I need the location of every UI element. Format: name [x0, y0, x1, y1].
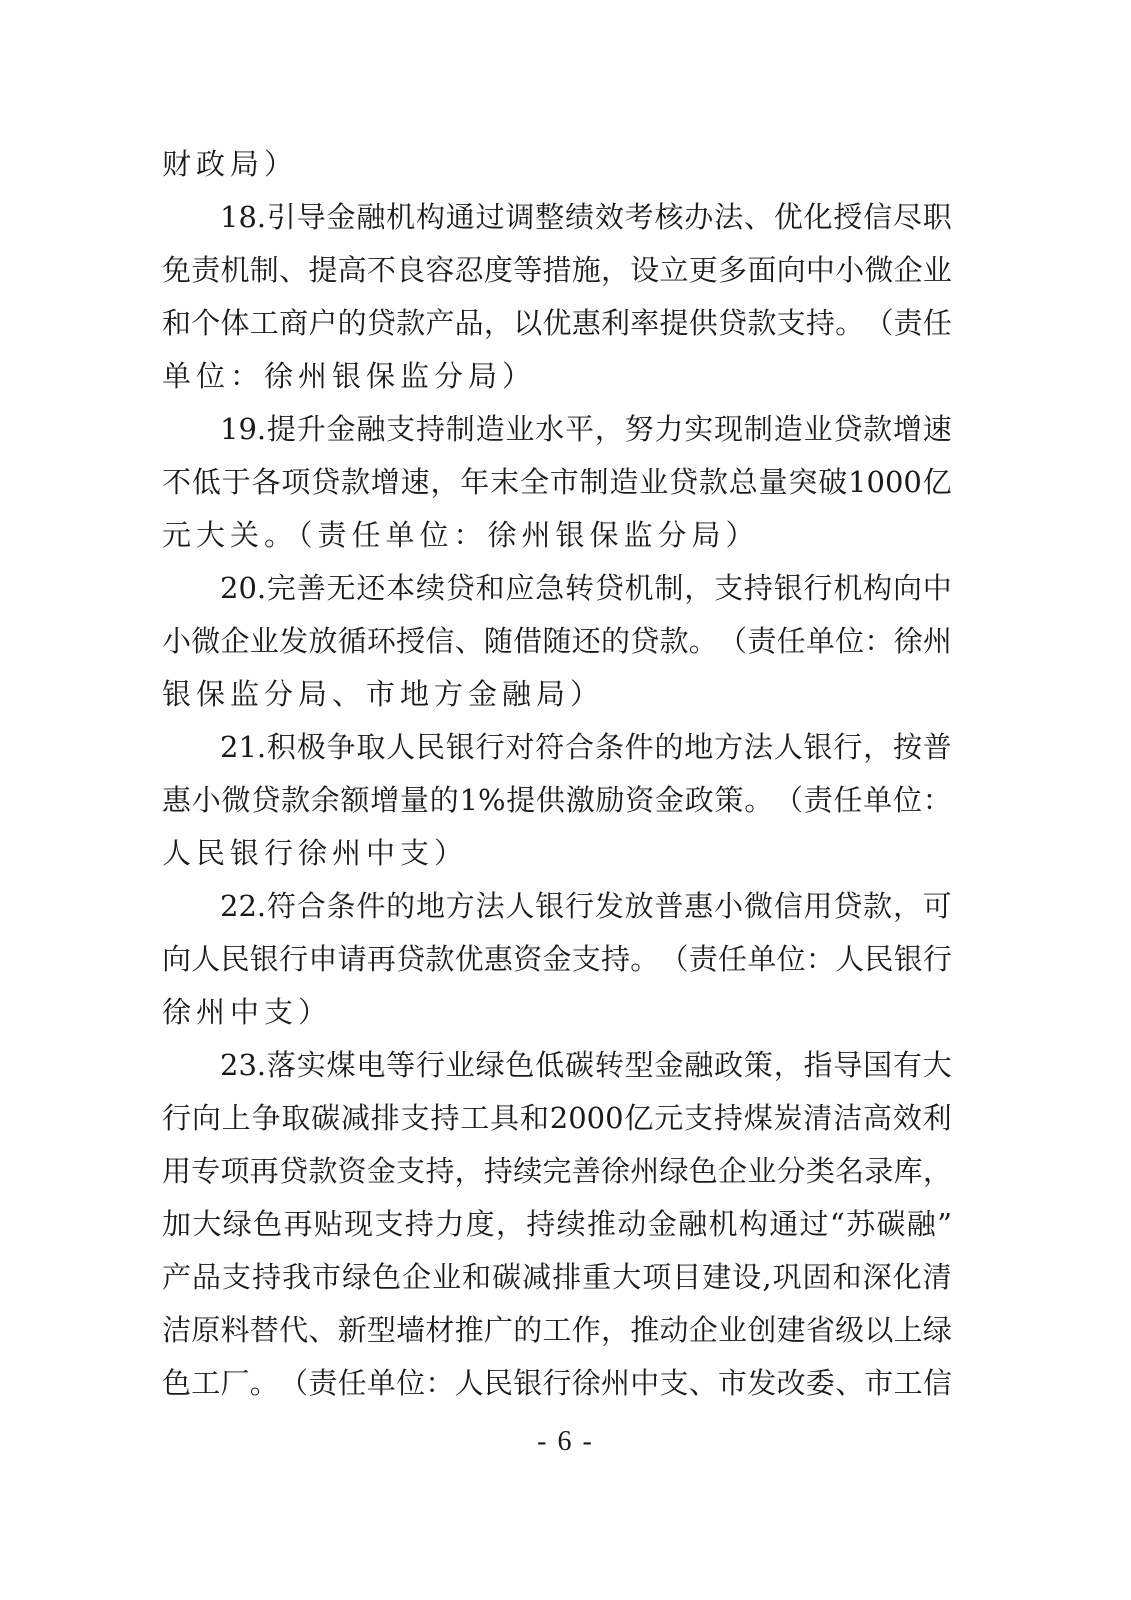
page-number: - 6 -	[537, 1426, 594, 1457]
text-line: 18. 引 导 金 融 机 构 通 过 调 整 绩 效 考 核 办 法 、 优 化 授 信 尽 职	[220, 200, 952, 234]
text-line: 不 低 于 各 项 贷 款 增 速 ， 年 末 全 市 制 造 业 贷 款 总 量 突 破 1000 亿	[162, 465, 952, 499]
text-line: 向 人 民 银 行 申 请 再 贷 款 优 惠 资 金 支 持 。 （ 责 任 单 位 ： 人 民 银 行	[162, 942, 952, 976]
text-line: 惠 小 微 贷 款 余 额 增 量 的 1% 提 供 激 励 资 金 政 策 。 （ 责 任 单 位 ：	[162, 783, 952, 817]
text-line: 洁 原 料 替 代 、 新 型 墙 材 推 广 的 工 作 ， 推 动 企 业 创 建 省 级 以 上 绿	[162, 1313, 952, 1347]
text-line: 21. 积 极 争 取 人 民 银 行 对 符 合 条 件 的 地 方 法 人 银 行 ， 按 普	[220, 730, 952, 764]
text-line: 单位：徐州银保监分局）	[162, 359, 537, 393]
text-line: 徐州中支）	[162, 995, 333, 1029]
text-line: 色 工 厂 。 （ 责 任 单 位 ： 人 民 银 行 徐 州 中 支 、 市 发 改 委 、 市 工 信	[162, 1366, 952, 1400]
document-body	[162, 138, 952, 1410]
text-line: 元大关。（责任单位：徐州银保监分局）	[162, 518, 760, 552]
text-line: 产 品 支 持 我 市 绿 色 企 业 和 碳 减 排 重 大 项 目 建 设 , 巩 固 和 深 化 清	[162, 1260, 952, 1294]
text-line: 加 大 绿 色 再 贴 现 支 持 力 度 ， 持 续 推 动 金 融 机 构 通 过 “ 苏 碳 融 ”	[162, 1207, 952, 1241]
text-line: 和 个 体 工 商 户 的 贷 款 产 品 ， 以 优 惠 利 率 提 供 贷 款 支 持 。 （ 责 任	[162, 306, 952, 340]
text-line: 22. 符 合 条 件 的 地 方 法 人 银 行 发 放 普 惠 小 微 信 用 贷 款 ， 可	[220, 889, 952, 923]
text-line: 23. 落 实 煤 电 等 行 业 绿 色 低 碳 转 型 金 融 政 策 ， 指 导 国 有 大	[220, 1048, 952, 1082]
text-line: 免 责 机 制 、 提 高 不 良 容 忍 度 等 措 施 ， 设 立 更 多 面 向 中 小 微 企 业	[162, 253, 952, 287]
text-line: 用 专 项 再 贷 款 资 金 支 持 ， 持 续 完 善 徐 州 绿 色 企 业 分 类 名 录 库 ，	[162, 1154, 952, 1188]
text-line: 人民银行徐州中支）	[162, 836, 469, 870]
text-line: 银保监分局、市地方金融局）	[162, 677, 605, 711]
text-line: 行 向 上 争 取 碳 减 排 支 持 工 具 和 2000 亿 元 支 持 煤 炭 清 洁 高 效 利	[162, 1101, 952, 1135]
text-line: 小 微 企 业 发 放 循 环 授 信 、 随 借 随 还 的 贷 款 。 （ 责 任 单 位 ： 徐 州	[162, 624, 952, 658]
text-line: 财政局）	[162, 147, 299, 181]
text-line: 19. 提 升 金 融 支 持 制 造 业 水 平 ， 努 力 实 现 制 造 业 贷 款 增 速	[220, 412, 952, 446]
text-line: 20. 完 善 无 还 本 续 贷 和 应 急 转 贷 机 制 ， 支 持 银 行 机 构 向 中	[220, 571, 952, 605]
